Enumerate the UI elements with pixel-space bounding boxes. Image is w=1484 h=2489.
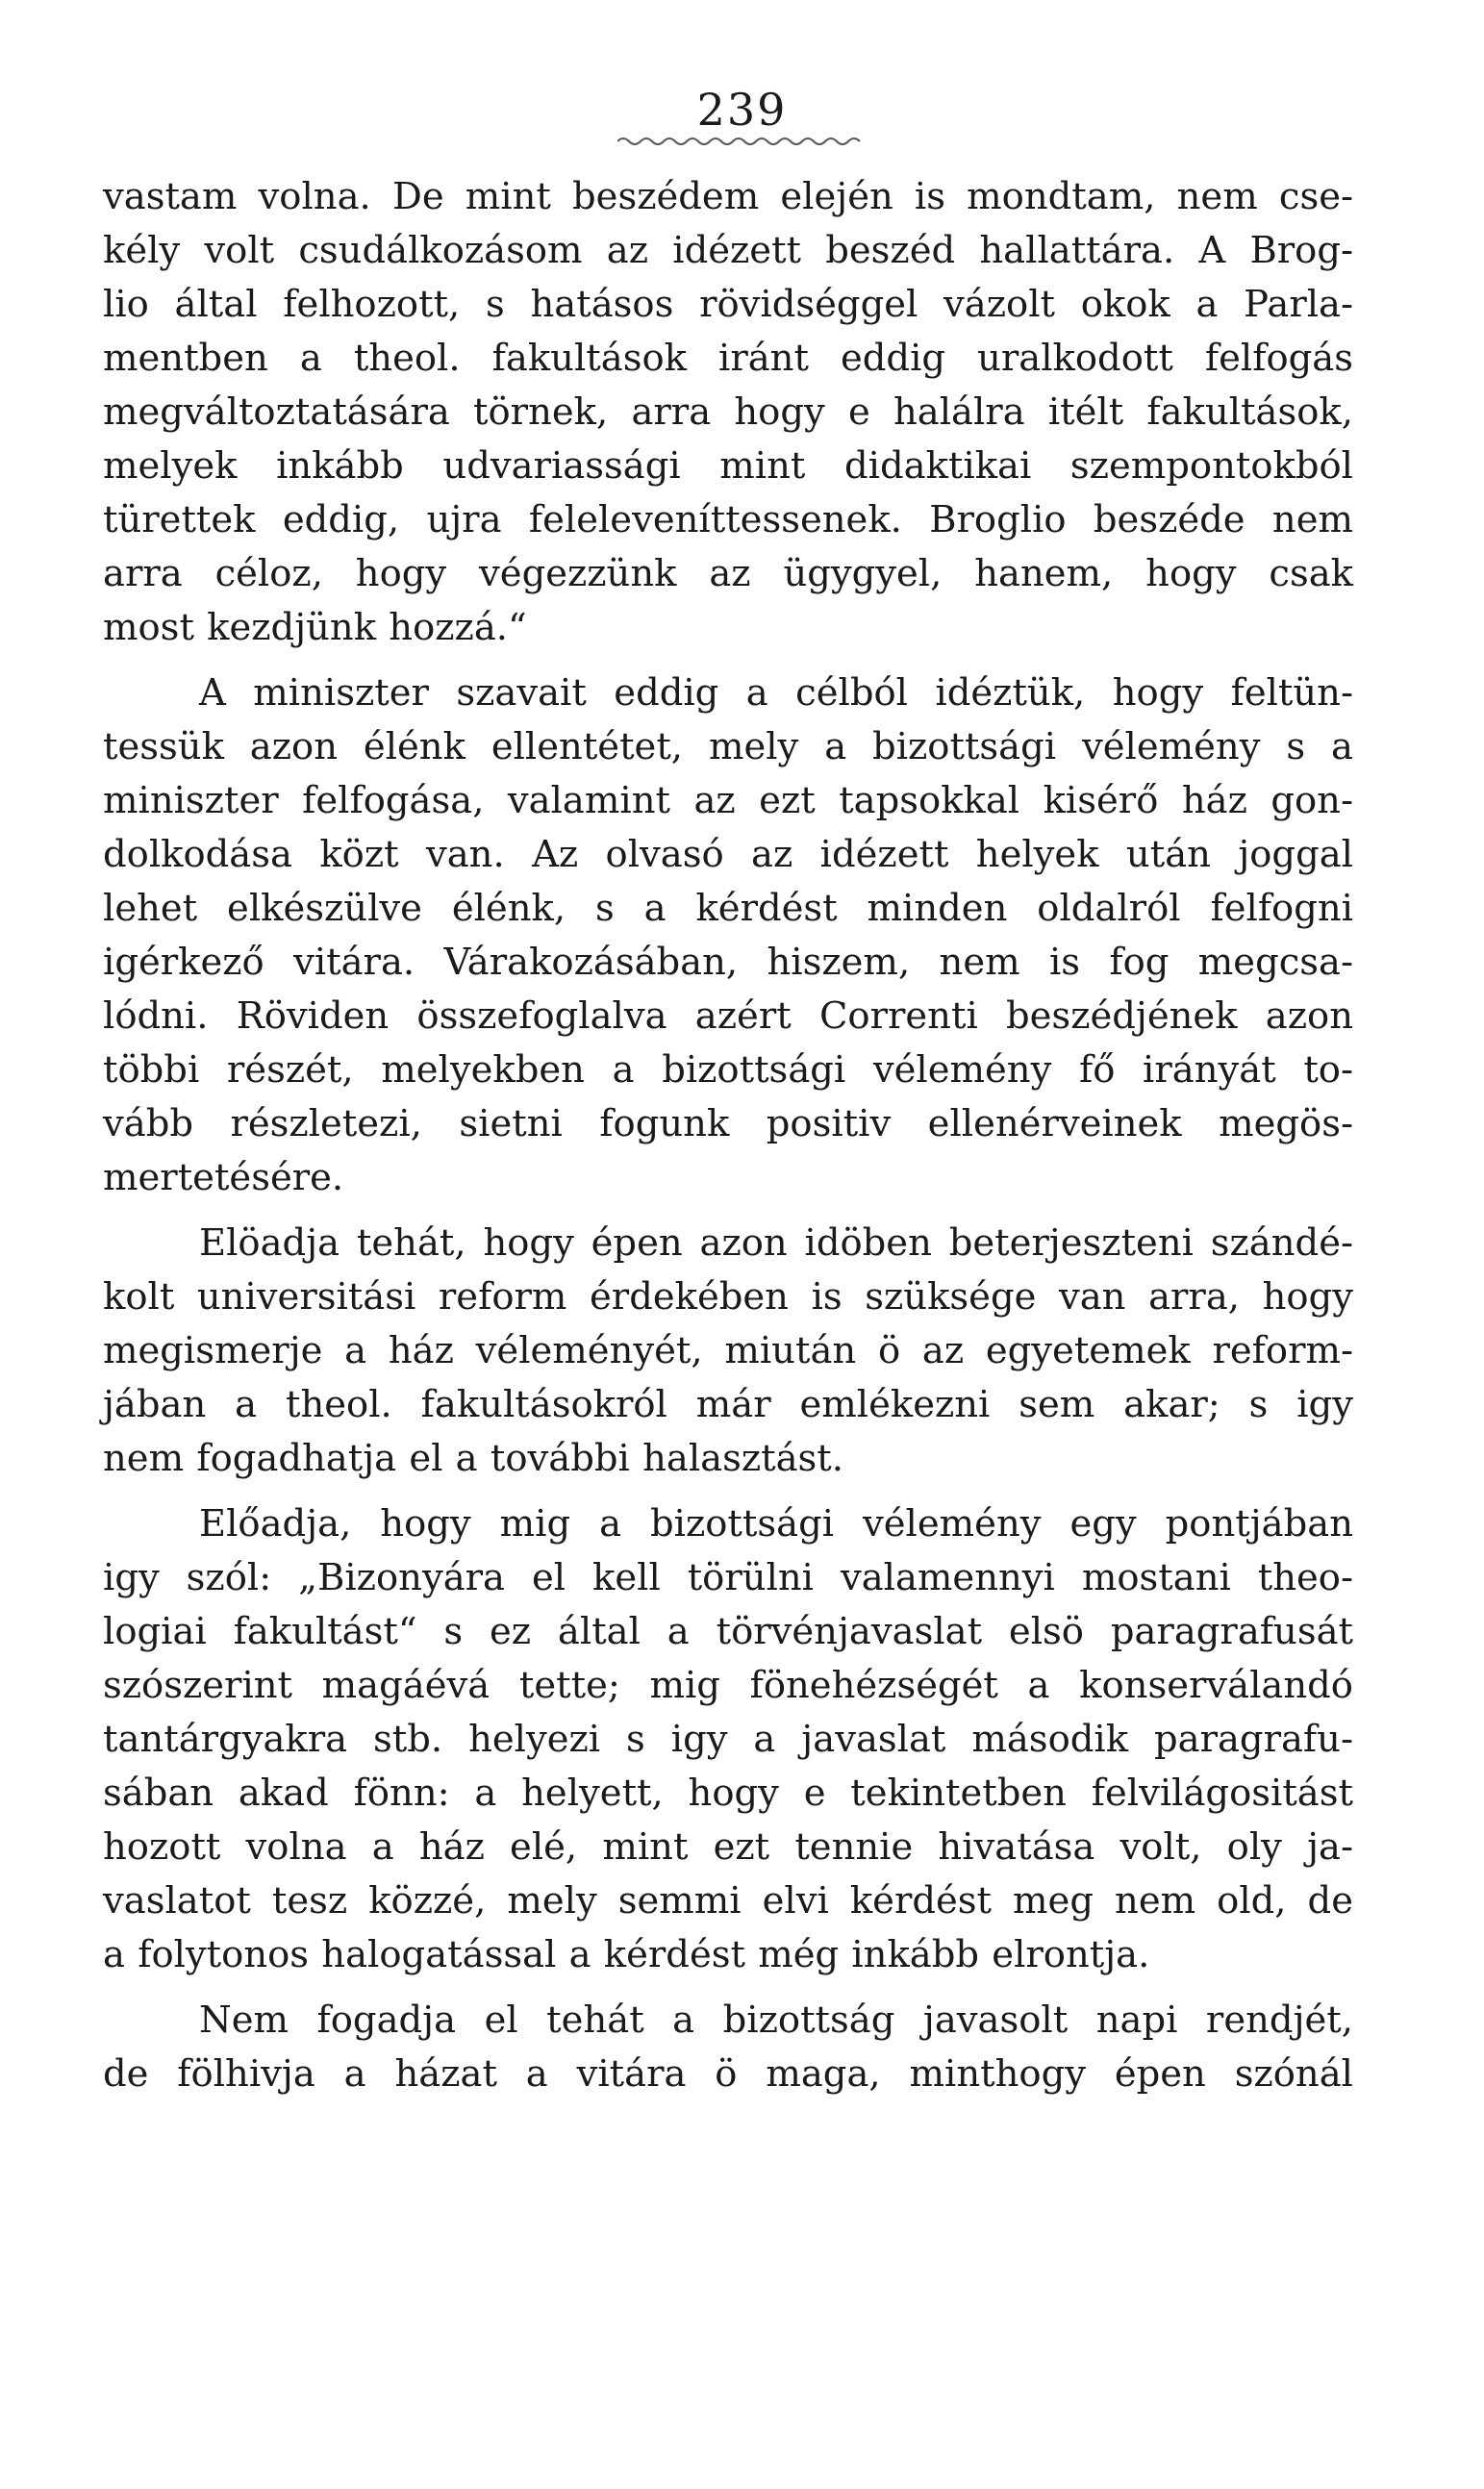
text-line: de fölhivja a házat a vitára ö maga, minthogy épen szónál — [103, 2052, 1353, 2096]
text-line: nem fogadhatja el a további halasztást. — [103, 1437, 844, 1480]
text-line: megváltoztatására törnek, arra hogy e halálra itélt fakultások, — [103, 390, 1353, 434]
text-line: kolt universitási reform érdekében is szüksége van arra, hogy — [103, 1275, 1353, 1319]
text-line: most kezdjünk hozzá.“ — [103, 606, 527, 649]
text-line: vastam volna. De mint beszédem elején is mondtam, nem cse- — [103, 175, 1353, 218]
text-line: jában a theol. fakultásokról már emlékezni sem akar; s igy — [103, 1383, 1353, 1426]
text-line: kély volt csudálkozásom az idézett beszéd hallattára. A Brog- — [103, 229, 1353, 272]
text-line: mentben a theol. fakultások iránt eddig uralkodott felfogás — [103, 337, 1353, 380]
text-line: lódni. Röviden összefoglalva azért Correnti beszédjének azon — [103, 994, 1353, 1038]
text-line: többi részét, melyekben a bizottsági vélemény fő irányát to- — [103, 1048, 1353, 1092]
paragraph-first-line: Nem fogadja el tehát a bizottság javasolt napi rendjét, — [199, 1999, 1353, 2042]
text-line: a folytonos halogatással a kérdést még inkább elrontja. — [103, 1933, 1150, 1976]
text-line: tantárgyakra stb. helyezi s igy a javaslat második paragrafu- — [103, 1718, 1353, 1761]
text-line: szószerint magáévá tette; mig fönehézségét a konserválandó — [103, 1664, 1353, 1707]
text-line: vaslatot tesz közzé, mely semmi elvi kérdést meg nem old, de — [103, 1879, 1353, 1923]
page-number: 239 — [696, 84, 788, 136]
text-line: megismerje a ház véleményét, miután ö az egyetemek reform- — [103, 1329, 1353, 1372]
paragraph-first-line: Elöadja tehát, hogy épen azon idöben beterjeszteni szándé- — [199, 1221, 1353, 1265]
text-line: türettek eddig, ujra feleleveníttessenek. Broglio beszéde nem — [103, 498, 1353, 541]
wavy-rule-ornament — [617, 135, 868, 148]
text-line: tessük azon élénk ellentétet, mely a bizottsági vélemény s a — [103, 725, 1353, 768]
text-line: igérkező vitára. Várakozásában, hiszem, nem is fog megcsa- — [103, 941, 1353, 984]
text-line: sában akad fönn: a helyett, hogy e tekintetben felvilágositást — [103, 1772, 1353, 1815]
text-line: igy szól: „Bizonyára el kell törülni valamennyi mostani theo- — [103, 1556, 1353, 1599]
text-line: lio által felhozott, s hatásos rövidséggel vázolt okok a Parla- — [103, 283, 1353, 326]
paragraph-first-line: A miniszter szavait eddig a célból idéztük, hogy feltün- — [199, 671, 1353, 715]
text-line: logiai fakultást“ s ez által a törvénjavaslat elsö paragrafusát — [103, 1610, 1353, 1653]
text-line: dolkodása közt van. Az olvasó az idézett helyek után joggal — [103, 833, 1353, 876]
text-line: mertetésére. — [103, 1156, 344, 1199]
text-line: miniszter felfogása, valamint az ezt tapsokkal kisérő ház gon- — [103, 779, 1353, 822]
text-line: vább részletezi, sietni fogunk positiv ellenérveinek megös- — [103, 1102, 1353, 1145]
paragraph-first-line: Előadja, hogy mig a bizottsági vélemény egy pontjában — [199, 1502, 1353, 1546]
text-line: hozott volna a ház elé, mint ezt tennie hivatása volt, oly ja- — [103, 1825, 1353, 1869]
text-line: melyek inkább udvariassági mint didaktikai szempontokból — [103, 444, 1353, 488]
text-line: lehet elkészülve élénk, s a kérdést minden oldalról felfogni — [103, 887, 1353, 930]
text-line: arra céloz, hogy végezzünk az ügygyel, hanem, hogy csak — [103, 552, 1353, 595]
